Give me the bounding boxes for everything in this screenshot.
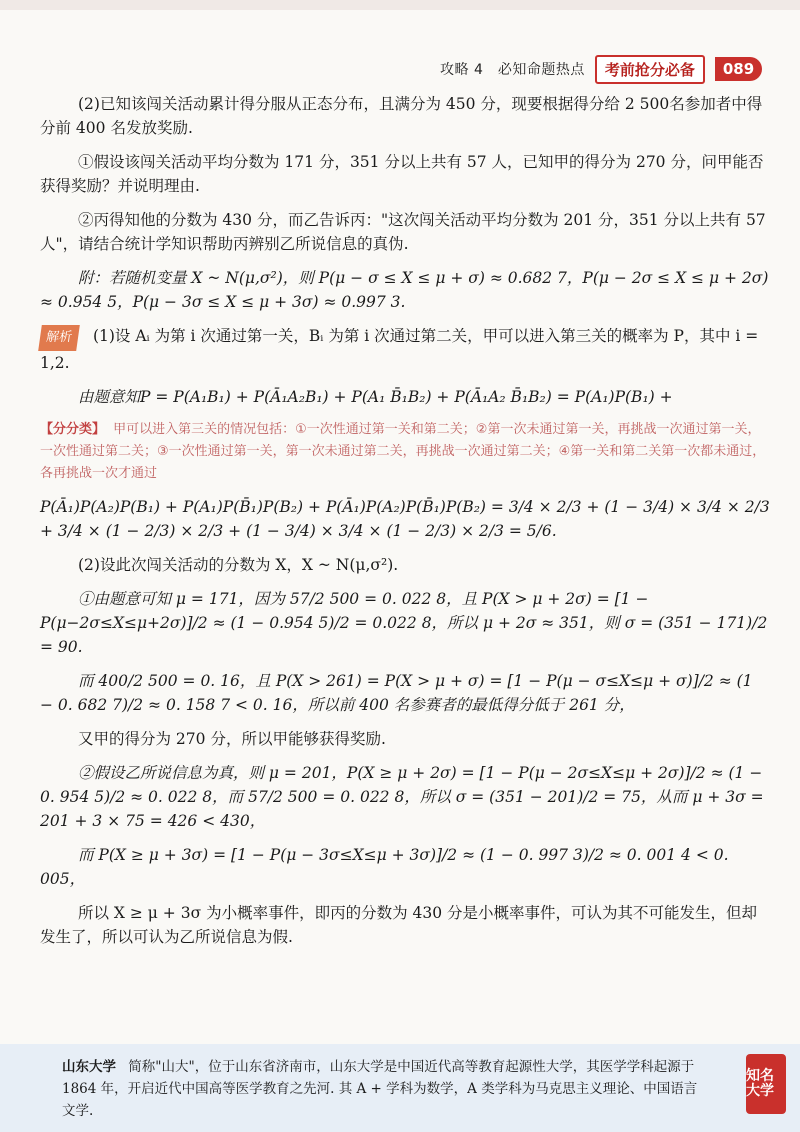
footer-text-block [62,1056,702,1122]
university-description: 简称"山大"，位于山东省济南市，山东大学是中国近代高等教育起源性大学，其医学学科起源于 1864 年，开启近代中国高等医学教育之先河. 其 A + 学科为数学，A 类学科为马克思主义理论、中国语言文学. [62,1059,698,1119]
side-tab: 知名大学 [746,1054,786,1114]
page-number: 089 [715,57,762,81]
solution-2-part-1: ①由题意可知 μ = 171，因为 57/2 500 = 0. 022 8，且 P(X > μ + 2σ) = [1 − P(μ−2σ≤X≤μ+2σ)]/2 ≈ (1 − 0.954 5)/2 = 0.022 8，所以 μ + 2σ ≈ 351，则 σ = (351 − 171)/2 = 90. [40,590,768,656]
solution-1-continued: P(Ā₁)P(A₂)P(B₁) + P(A₁)P(B̄₁)P(B₂) + P(Ā₁)P(A₂)P(B̄₁)P(B₂) = 3/4 × 2/3 + (1 − 3/4) × 3/4 × 2/3 + 3/4 × (1 − 2/3) × 2/3 + (1 − 3/4) × 3/4 × (1 − 2/3) × 2/3 = 5/6. [40,498,770,540]
solution-1-formula: 由题意知P = P(A₁B₁) + P(Ā₁A₂B₁) + P(A₁ B̄₁B₂) + P(Ā₁A₂ B̄₁B₂) = P(A₁)P(B₁) + [78,388,673,406]
solution-2-part-1-conclusion: 又甲的得分为 270 分，所以甲能够获得奖励. [78,730,386,748]
question-2-intro: (2)已知该闯关活动累计得分服从正态分布，且满分为 450 分，现要根据得分给 2 500名参加者中得分前 400 名发放奖励. [40,95,763,137]
question-2-part-2: ②丙得知他的分数为 430 分，而乙告诉丙："这次闯关活动平均分数为 201 分，351 分以上共有 57 人"，请结合统计学知识帮助丙辨别乙所说信息的真伪. [40,211,766,253]
section-badge: 考前抢分必备 [595,55,705,84]
handwritten-note [40,419,770,485]
solution-2-intro: (2)设此次闯关活动的分数为 X，X ~ N(μ,σ²). [78,556,399,574]
solution-2-part-1b: 而 400/2 500 = 0. 16，且 P(X > 261) = P(X > μ + σ) = [1 − P(μ − σ≤X≤μ + σ)]/2 ≈ (1 − 0. 682 7)/2 ≈ 0. 158 7 < 0. 16，所以前 400 名参赛者的最低得分低于 261 分， [40,672,753,714]
appendix-formulas: 附：若随机变量 X ~ N(μ,σ²)，则 P(μ − σ ≤ X ≤ μ + σ) ≈ 0.682 7，P(μ − 2σ ≤ X ≤ μ + 2σ) ≈ 0.954 5，P(μ − 3σ ≤ X ≤ μ + 3σ) ≈ 0.997 3. [40,269,769,311]
university-name: 山东大学 [62,1059,116,1075]
solution-1-intro [40,324,770,375]
page-header [440,54,762,84]
top-decoration [0,0,800,10]
question-2-part-1: ①假设该闯关活动平均分数为 171 分，351 分以上共有 57 人，已知甲的得分为 270 分，问甲能否获得奖励？并说明理由. [40,153,764,195]
solution-2-part-2b: 而 P(X ≥ μ + 3σ) = [1 − P(μ − 3σ≤X≤μ + 3σ)]/2 ≈ (1 − 0. 997 3)/2 ≈ 0. 001 4 < 0. 005， [40,846,729,888]
note-tag: 【分分类】 [40,422,106,437]
section-title: 攻略 4 必知命题热点 [440,62,585,78]
solution-2-conclusion: 所以 X ≥ μ + 3σ 为小概率事件，即丙的分数为 430 分是小概率事件，可认为其不可能发生，但却发生了，所以可认为乙所说信息为假. [40,904,758,946]
analysis-label: 解析 [38,325,80,351]
solution-1-text: (1)设 Aᵢ 为第 i 次通过第一关，Bᵢ 为第 i 次通过第二关，甲可以进入第三关的概率为 P，其中 i = 1,2. [40,327,759,372]
note-text: 甲可以进入第三关的情况包括：①一次性通过第一关和第二关；②第一次未通过第一关，再挑战一次通过第一关，一次性通过第二关；③一次性通过第一关，第一次未通过第二关，再挑战一次通过第二关；④第一关和第二关第一次都未通过，各再挑战一次才通过 [40,422,766,481]
university-footer [0,1044,800,1132]
solution-2-part-2: ②假设乙所说信息为真，则 μ = 201，P(X ≥ μ + 2σ) = [1 − P(μ − 2σ≤X≤μ + 2σ)]/2 ≈ (1 − 0. 954 5)/2 ≈ 0. 022 8，而 57/2 500 = 0. 022 8，所以 σ = (351 − 201)/2 = 75，从而 μ + 3σ = 201 + 3 × 75 = 426 < 430， [40,764,764,830]
main-content [40,92,770,959]
